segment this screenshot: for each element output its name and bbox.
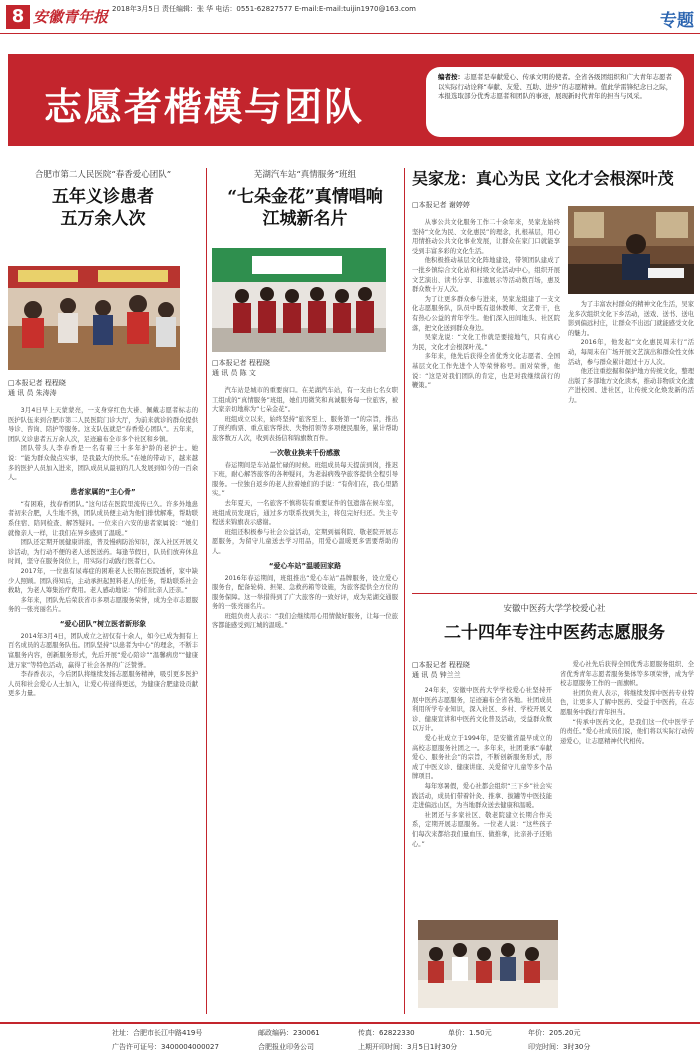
page-header xyxy=(0,0,700,34)
column-divider xyxy=(404,168,405,1014)
page-number: 8 xyxy=(6,5,30,29)
article-paragraph: 2016年春运期间，班组推出“爱心车站”品牌服务，设立爱心服务台，配备轮椅、担架、急救药箱等设施，为旅客提供全方位的服务保障。这一举措得到了广大旅客的一致好评，成为芜湖交通服务的一张亮丽名片。 xyxy=(212,574,398,611)
article-paragraph: 爱心社成立于1994年，是安徽省最早成立的高校志愿服务社团之一。多年来，社团秉承“奉献爱心、服务社会”的宗旨，不断创新服务形式，形成了中医义诊、健康讲座、关爱留守儿童等多个品牌项目。 xyxy=(412,734,552,781)
article-headline: 江城新名片 xyxy=(262,209,348,229)
article-headline: 吴家龙：真心为民 文化才会根深叶茂 xyxy=(412,169,674,188)
clinic-photo xyxy=(418,920,558,1008)
article-paragraph: “有困难，找春香团队。”这句话在医院里流传已久。许多外地患者初来合肥，人生地不熟，团队成员便主动为他们排忧解难，帮助联系住宿、陪同检查、解答疑问。一位来自六安的患者家属说：“她们就像亲人一样，让我们在异乡感到了温暖。” xyxy=(8,500,198,537)
feature-banner xyxy=(8,54,694,146)
footer-fax: 传真：62822330 xyxy=(358,1029,415,1037)
volunteer-photo xyxy=(8,266,180,370)
article-hospital-team xyxy=(8,168,198,1014)
article-paragraph: 团队还定期开展健康讲座，普及慢病防治知识，深入社区开展义诊活动，为行动不便的老人送医送药。每逢节假日，队员们放弃休息时间，坚守在服务岗位上，用实际行动践行医者仁心。 xyxy=(8,539,198,566)
article-paragraph: 为了丰富农村群众的精神文化生活，吴家龙多次组织文化下乡活动，送戏、送书、送电影到偏远村庄，让群众不出远门就能感受文化的魅力。 xyxy=(568,301,694,337)
article-paragraph: 3月4日早上天蒙蒙亮，一支身穿红色大褂、佩戴志愿者标志的医护队伍来到合肥市第二人民医院门诊大厅，为前来就诊的群众提供导诊、咨询、陪护等服务。这支队伍就是“春香爱心团队”。五年来，团队义诊患者五万余人次，足迹遍布全市多个社区和乡镇。 xyxy=(8,407,198,443)
article-paragraph: 24年来，安徽中医药大学学校爱心社坚持开展中医药志愿服务，足迹遍布全省各地。社团成员利用所学专业知识，深入社区、乡村、学校开展义诊、健康宣讲和中医药文化普及活动，受益群众数以万计。 xyxy=(412,687,552,733)
footer-printer: 合肥报业印务公司 xyxy=(258,1043,314,1051)
article-paragraph: 社团负责人表示，将继续发挥中医药专业特色，让更多人了解中医药、受益于中医药，在志愿服务中践行青年担当。 xyxy=(560,689,694,716)
footer-address: 社址：合肥市长江中路419号 xyxy=(112,1029,203,1037)
article-bus-station-team xyxy=(212,168,398,1014)
article-subhead: “爱心团队”树立医者新形象 xyxy=(59,619,147,628)
footer-license: 广告许可证号：3400004000027 xyxy=(112,1043,219,1051)
article-paragraph: 2014年3月4日，团队成立之初仅有十余人，如今已成为拥有上百名成员的志愿服务队伍。团队坚持“以患者为中心”的理念，不断丰富服务内容，创新服务形式，先后开展“爱心陪诊”“温馨病房”“健康进万家”等特色活动，赢得了社会各界的广泛赞誉。 xyxy=(8,632,198,669)
article-paragraph: 去年夏天，一名旅客不慎将装有重要证件的包遗落在候车室，班组成员发现后，通过多方联系找到失主，将包完好归还。失主专程送来锦旗表示感谢。 xyxy=(212,499,398,527)
article-headline: 五万余人次 xyxy=(60,209,146,229)
article-headline: “七朵金花”真情唱响 xyxy=(227,187,383,207)
editor-note xyxy=(426,67,684,137)
article-subhead: “爱心车站”温暖回家路 xyxy=(268,561,342,570)
article-paragraph: 春运期间是车站最忙碌的时候。班组成员每天提前到岗，推迟下班，耐心解答旅客的各种疑问，为老弱病残孕旅客提供全程引导服务。一位独自返乡的老人拉着她们的手说：“有你们在，我心里踏实。” xyxy=(212,461,398,498)
article-paragraph: 李春香表示，今后团队将继续发扬志愿服务精神，吸引更多医护人员和社会爱心人士加入，让爱心传递得更远，为健康合肥建设贡献更多力量。 xyxy=(8,671,198,698)
article-subhead: 患者家属的“主心骨” xyxy=(70,487,136,496)
article-kicker: 合肥市第二人民医院“春香爱心团队” xyxy=(34,170,172,180)
article-paragraph: 2017年，一位患有尿毒症的困难老人长期在医院透析，家中缺少人照顾。团队得知后，主动承担起照料老人的任务，帮助联系社会救助，为老人筹集治疗费用。老人感动地说：“你们比亲人还亲。” xyxy=(8,567,198,595)
article-paragraph: 班组成立以来，始终坚持“旅客至上、服务第一”的宗旨，推出了预约购票、重点旅客帮扶、失物招领等多项便民服务，累计帮助旅客数万人次，收到表扬信和锦旗数百件。 xyxy=(212,415,398,442)
footer-postcode: 邮政编码：230061 xyxy=(258,1029,320,1037)
article-kicker: 芜湖汽车站“真情服务”班组 xyxy=(253,170,357,180)
article-byline: 通 讯 员 陈 文 xyxy=(212,369,256,377)
footer-annual-price: 年价：205.20元 xyxy=(528,1029,581,1037)
article-subhead: 一次敬业换来千份感激 xyxy=(270,448,340,457)
article-paragraph: 爱心社先后获得全国优秀志愿服务组织、全省优秀青年志愿者服务集体等多项荣誉，成为学校志愿服务工作的一面旗帜。 xyxy=(560,661,694,688)
header-info: 2018年3月5日 责任编辑：张 华 电话：0551-62827577 E-mail:E-mail:tuijin1970@163.com xyxy=(112,5,417,13)
article-byline: 通 讯 员 钟兰兰 xyxy=(412,671,461,679)
editor-note-label: 编者按： xyxy=(438,73,464,81)
article-paragraph: 从事公共文化服务工作二十余年来，吴家龙始终坚持“文化为民、文化惠民”的理念，扎根基层，用心用情推动公共文化事业发展，让群众在家门口就能享受到丰富多彩的文化生活。 xyxy=(412,219,560,255)
banner-title: 志愿者楷模与团队 xyxy=(44,84,365,129)
article-kicker: 安徽中医药大学学校爱心社 xyxy=(503,604,606,614)
section-divider xyxy=(412,593,697,594)
article-paragraph: 为了让更多群众参与进来，吴家龙组建了一支文化志愿服务队，队员中既有退休教师、文艺骨干，也有热心公益的青年学生。他们深入田间地头、社区院落，把文化送到群众身边。 xyxy=(412,295,560,332)
portrait-photo xyxy=(568,206,694,294)
article-paragraph: 班组还积极参与社会公益活动，定期到福利院、敬老院开展志愿服务，为留守儿童送去学习用品，用爱心温暖更多需要帮助的人。 xyxy=(212,528,398,555)
column-divider xyxy=(206,168,207,1014)
article-paragraph: 汽车站是城市的重要窗口。在芜湖汽车站，有一支由七名女职工组成的“真情服务”班组，她们用微笑和真诚服务每一位旅客，被大家亲切地称为“七朵金花”。 xyxy=(212,387,398,414)
footer-print-time: 上期开印时间：3月5日1时30分 xyxy=(358,1043,458,1051)
article-byline: □本报记者 谢婷婷 xyxy=(412,201,470,209)
masthead-logo: 安徽青年报 xyxy=(33,8,109,26)
article-paragraph: 2016年，他发起“文化惠民周末行”活动，每周末在广场开展文艺演出和群众性文体活动，参与群众累计超过十万人次。 xyxy=(568,339,694,366)
section-tag: 专题 xyxy=(660,11,694,31)
article-paragraph: 团队带头人李春香是一名有着三十多年护龄的老护士。她说：“能为群众做点实事，是我最大的快乐。”在她的带动下，越来越多的医护人员加入进来，团队成员从最初的几人发展到如今的一百余人。 xyxy=(8,445,198,482)
article-byline: □本报记者 程程晓 xyxy=(8,379,66,387)
article-paragraph: 吴家龙说：“文化工作就是要接地气，只有真心为民，文化才会根深叶茂。” xyxy=(412,334,560,351)
team-photo xyxy=(212,248,386,352)
article-paragraph: 班组负责人表示：“我们会继续用心用情做好服务，让每一位旅客都能感受到江城的温暖。” xyxy=(212,612,398,630)
article-paragraph: 多年来，他先后获得全省优秀文化志愿者、全国基层文化工作先进个人等荣誉称号。面对荣誉，他说：“这是对我们团队的肯定，也是对我继续前行的鞭策。” xyxy=(412,353,560,390)
article-headline: 五年义诊患者 xyxy=(52,187,154,207)
article-paragraph: 他积极推动基层文化阵地建设，带领团队建成了一批乡镇综合文化站和村级文化活动中心，组织开展文艺演出、读书分享、非遗展示等活动数百场，惠及群众数十万人次。 xyxy=(412,257,560,294)
editor-note-text: 志愿者是奉献爱心、传承文明的使者。全省各级团组织和广大青年志愿者以实际行动诠释“奉献、友爱、互助、进步”的志愿精神。值此学雷锋纪念日之际，本报选取部分优秀志愿者和团队的事迹，展现新时代青年的担当与风采。 xyxy=(438,73,673,100)
article-tcm-volunteers xyxy=(412,602,697,1014)
article-paragraph: “传承中医药文化，是我们这一代中医学子的责任。”爱心社成员们说，他们将以实际行动传递爱心，让志愿精神代代相传。 xyxy=(560,718,694,745)
article-byline: □本报记者 程程晓 xyxy=(412,661,470,669)
footer-finish-time: 印完时间：3时30分 xyxy=(528,1043,591,1051)
article-paragraph: 每年寒暑假，爱心社都会组织“三下乡”社会实践活动，成员们带着针灸、推拿、拔罐等中医技能走进偏远山区，为当地群众送去健康和温暖。 xyxy=(412,782,552,810)
article-headline: 二十四年专注中医药志愿服务 xyxy=(444,623,665,643)
article-paragraph: 多年来，团队先后荣获省市多项志愿服务荣誉，成为全市志愿服务的一张亮丽名片。 xyxy=(8,596,198,614)
footer-price: 单价：1.50元 xyxy=(448,1029,492,1037)
article-wu-jialong xyxy=(412,168,697,588)
article-paragraph: 社团还与多家社区、敬老院建立长期合作关系，定期开展志愿服务。一位老人说：“这些孩子们每次来都给我们量血压、做推拿，比亲孙子还贴心。” xyxy=(412,811,552,848)
article-paragraph: 他还注重挖掘和保护地方传统文化，整理出版了多部地方文化读本，推动非物质文化遗产进校园、进社区，让传统文化焕发新的活力。 xyxy=(568,368,694,404)
article-byline: □本报记者 程程晓 xyxy=(212,359,270,367)
page-footer xyxy=(0,1022,700,1058)
article-byline: 通 讯 员 朱涛涛 xyxy=(8,389,57,397)
